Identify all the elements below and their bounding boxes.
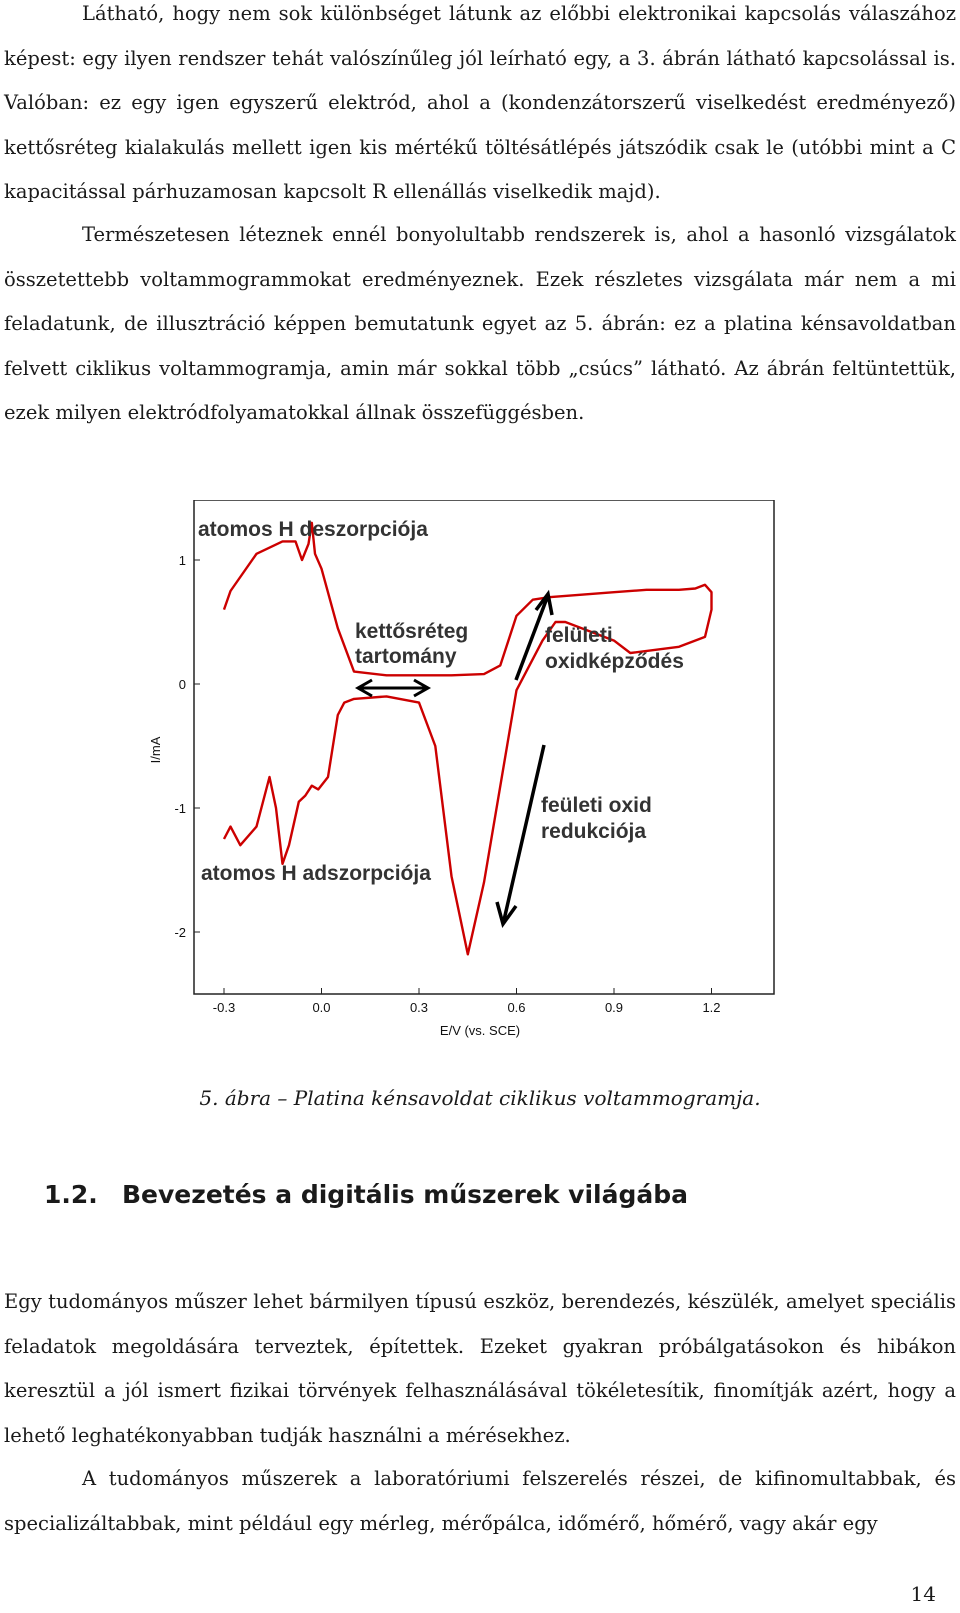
paragraph-instrument-definition: Egy tudományos műszer lehet bármilyen típusú eszköz, berendezés, készülék, amelyet speciális feladatok megoldására terveztek, építettek. Ezeket gyakran próbálgatásokon és hibákon keresztül a jól ismert fizikai törvények felhasználásával tökéletesítik, finomítják azért, hogy a lehető leghatékonyabban tudják használni a mérésekhez. [4, 1290, 956, 1447]
annotation-h-adsorption: atomos H adszorpciója [201, 862, 431, 885]
voltammogram-chart [140, 500, 800, 1070]
paragraph-intro: Látható, hogy nem sok különbséget látunk az előbbi elektronikai kapcsolás válaszához képest: egy ilyen rendszer tehát valószínűleg jól leírható egy, a 3. ábrán látható kapcsolással is. Valóban: ez egy igen egyszerű elektród, ahol a (kondenzátorszerű viselkedést eredményező) kettősréteg kialakulás mellett igen kis mértékű töltésátlépés játszódik csak le (utóbbi mint a C kapacitással párhuzamosan kapcsolt R ellenállás viselkedik majd). [4, 2, 956, 203]
section-title: Bevezetés a digitális műszerek világába [122, 1180, 688, 1209]
x-axis-label: E/V (vs. SCE) [439, 1023, 521, 1038]
voltammogram-figure [140, 500, 800, 1070]
y-tick-label: 0 [178, 677, 186, 692]
annotation-oxide-reduction-1: feületi oxid [541, 794, 652, 817]
plot-frame [194, 500, 774, 994]
y-tick-label: -1 [174, 801, 186, 816]
paragraph-complex-systems: Természetesen léteznek ennél bonyolultabb rendszerek is, ahol a hasonló vizsgálatok összetettebb voltammogrammokat eredményeznek. Ezek részletes vizsgálata már nem a mi feladatunk, de illusztráció képpen bemutatunk egyet az 5. ábrán: ez a platina kénsavoldatban felvett ciklikus voltammogramja, amin már sokkal több „csúcs” látható. Az ábrán feltüntettük, ezek milyen elektródfolyamatokkal állnak összefüggésben. [4, 223, 956, 424]
annotation-oxide-reduction-2: redukciója [541, 820, 647, 843]
annotation-oxide-formation-1: felületi [545, 624, 613, 647]
annotation-double-layer-1: kettősréteg [355, 620, 469, 643]
x-tick-label: 0.0 [312, 1000, 331, 1015]
annotation-h-desorption: atomos H deszorpciója [198, 518, 428, 541]
x-tick-label: 1.2 [702, 1000, 721, 1015]
x-tick-label: -0.3 [212, 1000, 236, 1015]
figure-caption: 5. ábra – Platina kénsavoldat ciklikus voltammogramja. [199, 1086, 761, 1110]
annotation-oxide-formation-2: oxidképződés [545, 650, 684, 673]
paragraph-instrument-examples: A tudományos műszerek a laboratóriumi felszerelés részei, de kifinomultabbak, és specializáltabbak, mint például egy mérleg, mérőpálca, időmérő, hőmérő, vagy akár egy [4, 1467, 956, 1535]
section-heading [44, 1180, 688, 1209]
annotation-double-layer-2: tartomány [355, 645, 457, 668]
x-tick-label: 0.3 [409, 1000, 429, 1015]
y-tick-label: 1 [178, 553, 186, 568]
page-number: 14 [910, 1582, 936, 1606]
section-number: 1.2. [44, 1180, 98, 1209]
y-axis-label: I/mA [148, 736, 163, 764]
x-tick-label: 0.6 [507, 1000, 526, 1015]
y-tick-label: -2 [174, 925, 186, 940]
x-tick-label: 0.9 [604, 1000, 624, 1015]
